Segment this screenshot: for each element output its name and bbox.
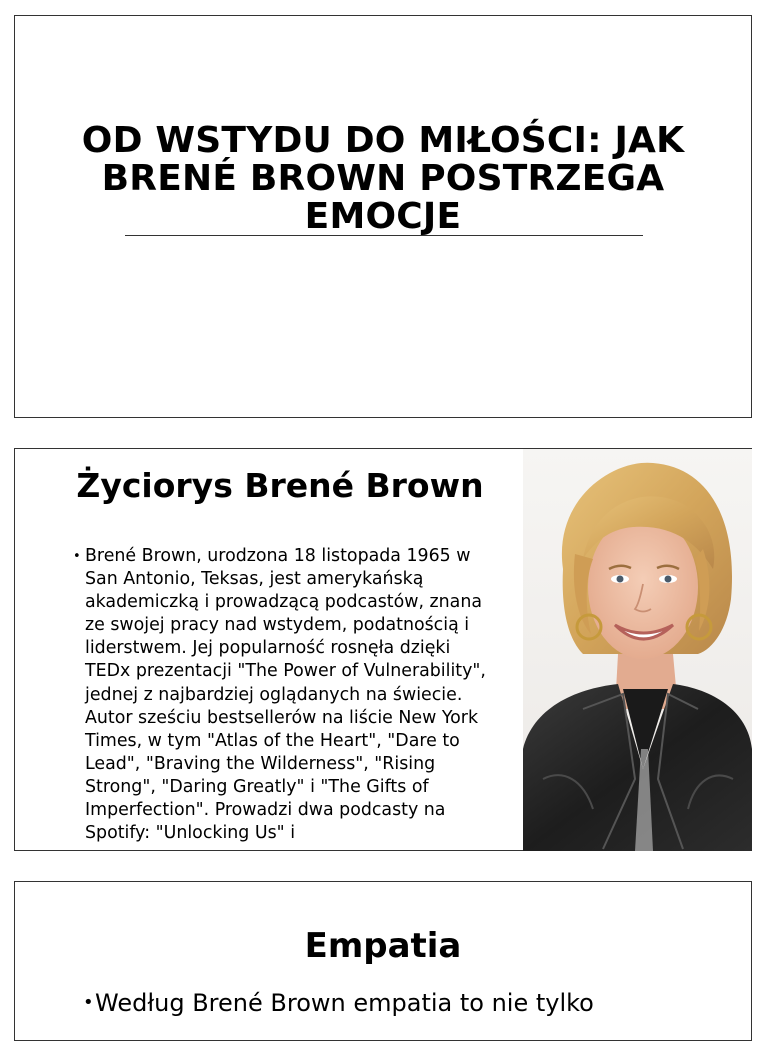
empathy-list [83,988,703,1018]
slide-heading: Życiorys Brené Brown [76,466,484,505]
empathy-text: Według Brené Brown empatia to nie tylko [95,989,594,1017]
bullet-icon: • [83,992,94,1013]
bullet-icon: • [73,549,81,564]
slide-heading: Empatia [304,926,462,966]
slide-title: OD WSTYDU DO MIŁOŚCI: JAK BRENÉ BROWN POSTRZEGA EMOCJE [81,120,685,237]
portrait-photo [523,449,752,851]
list-item [83,988,703,1018]
bio-list [73,545,493,845]
bio-text: Brené Brown, urodzona 18 listopada 1965 w San Antonio, Teksas, jest amerykańską akademiczką i prowadzącą podcastów, znana ze swojej pracy nad wstydem, podatnością i liderstwem. Jej popularność rosnęła dzięki TEDx prezentacji "The Power of Vulnerability", jednej z najbardziej oglądanych na świecie. Autor sześciu bestsellerów na liście New York Times, w tym "Atlas of the Heart", "Dare to Lead", "Braving the Wilderness", "Rising Strong", "Daring Greatly" i "The Gifts of Imperfection". Prowadzi dwa podcasty na Spotify: "Unlocking Us" i [85,546,486,844]
biography-slide [14,448,752,851]
empathy-slide [14,881,752,1041]
list-item [73,545,493,845]
title-underline [125,235,643,236]
portrait-image [523,449,752,851]
title-slide [14,15,752,418]
